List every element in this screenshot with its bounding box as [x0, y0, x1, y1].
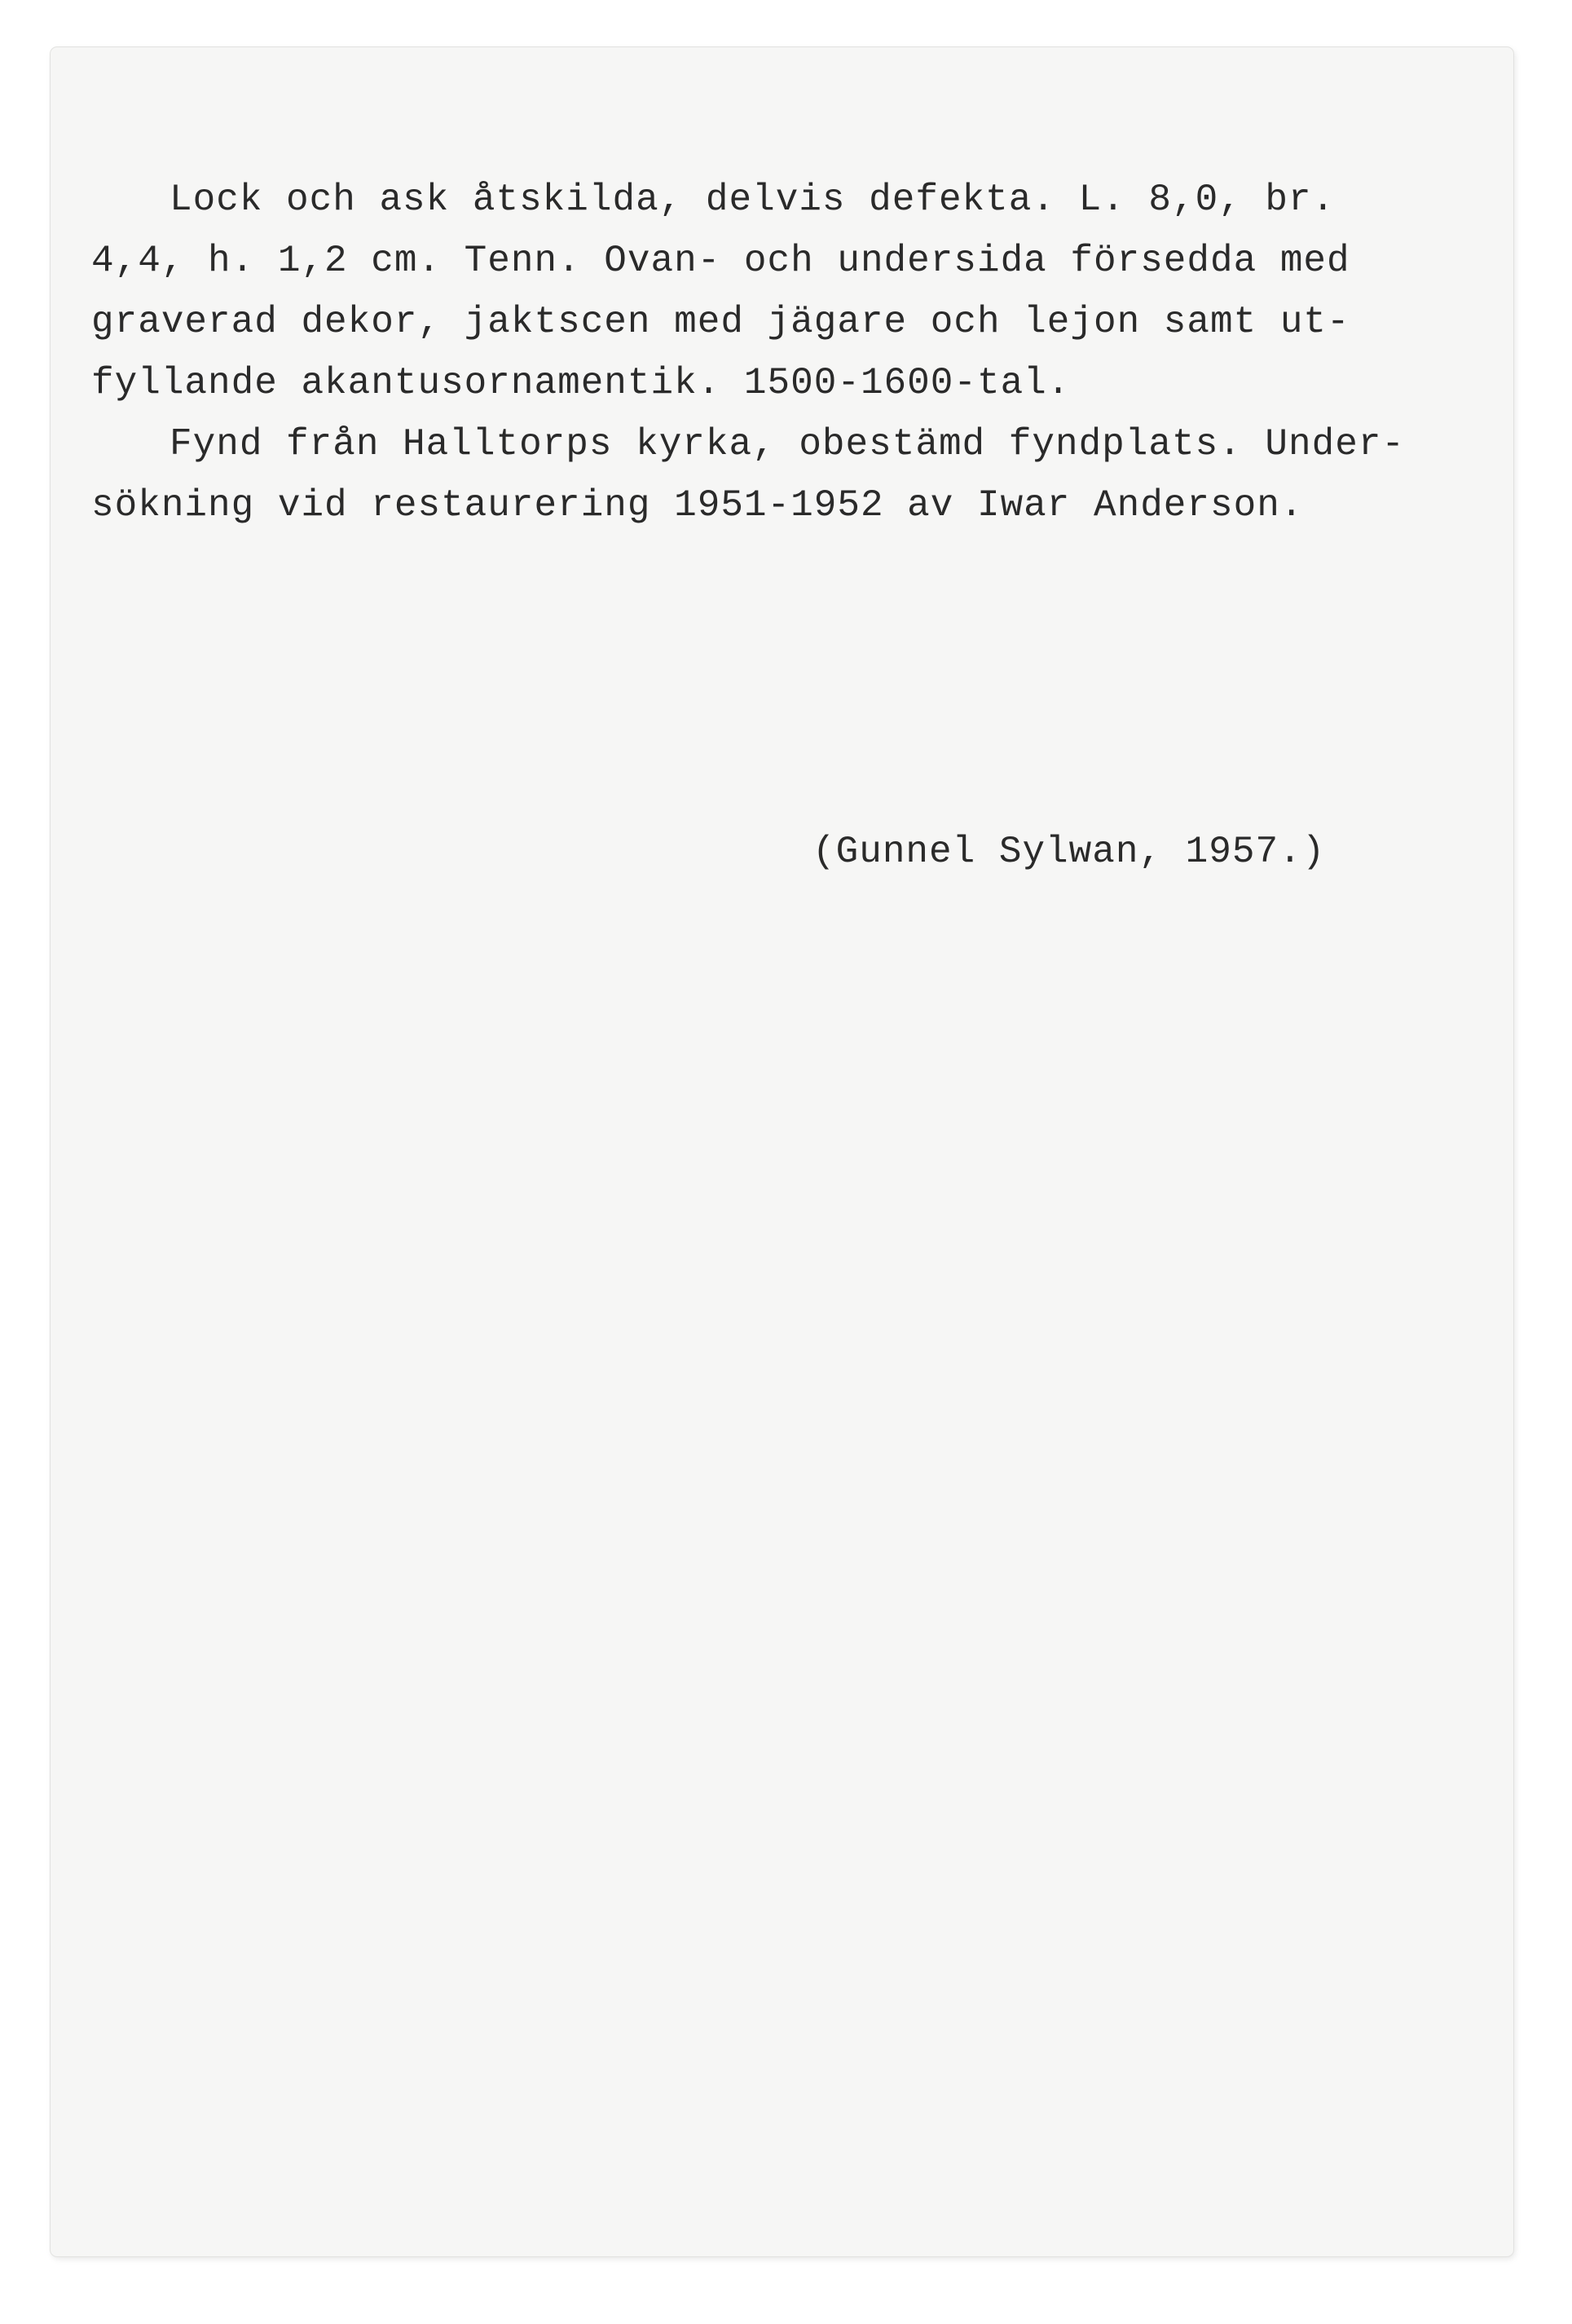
text-line: 4,4, h. 1,2 cm. Tenn. Ovan- och undersida försedda med	[91, 240, 1350, 282]
card-text	[91, 170, 1493, 536]
text-line: fyllande akantusornamentik. 1500-1600-tal.	[91, 362, 1071, 404]
text-line: sökning vid restaurering 1951-1952 av Iwar Anderson.	[91, 484, 1304, 527]
archive-card	[51, 47, 1513, 2256]
text-line: graverad dekor, jaktscen med jägare och lejon samt ut-	[91, 301, 1350, 343]
text-line: Lock och ask åtskilda, delvis defekta. L. 8,0, br.	[170, 179, 1336, 221]
author-signature: (Gunnel Sylwan, 1957.)	[812, 831, 1326, 873]
text-line: Fynd från Halltorps kyrka, obestämd fyndplats. Under-	[170, 423, 1406, 465]
